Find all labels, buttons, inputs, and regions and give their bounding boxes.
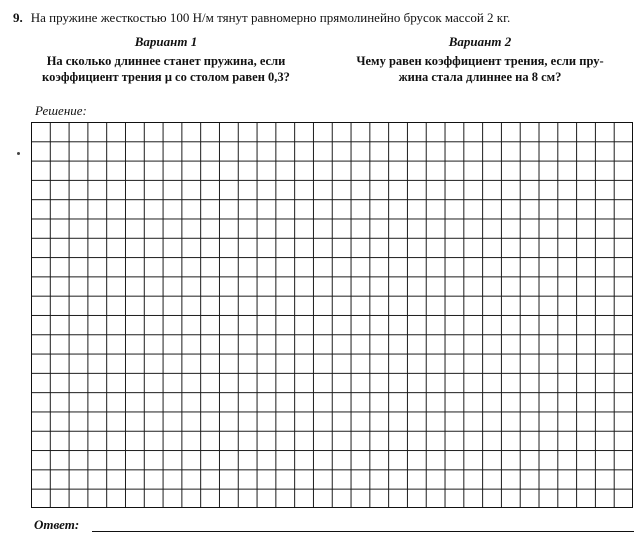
- variant-1-text: [16, 53, 316, 85]
- variant-1: [16, 34, 316, 85]
- problem-statement: [13, 10, 633, 25]
- answer-line[interactable]: [92, 531, 634, 532]
- answer-row: [34, 516, 634, 534]
- answer-label: Ответ:: [34, 517, 80, 532]
- variant-1-title: Вариант 1: [134, 34, 198, 49]
- margin-dot: [17, 152, 20, 155]
- solution-label: Решение:: [35, 103, 87, 118]
- variant-2-text: [330, 53, 630, 85]
- variant-2-line: жина стала длиннее на 8 см?: [398, 70, 562, 84]
- variant-1-line: На сколько длиннее станет пружина, если: [46, 54, 286, 68]
- variant-1-line: коэффициент трения μ со столом равен 0,3?: [42, 70, 290, 84]
- problem-number: 9.: [13, 10, 23, 25]
- variant-2-title: Вариант 2: [448, 34, 512, 49]
- problem-text: На пружине жесткостью 100 Н/м тянут равномерно прямолинейно брусок массой 2 кг.: [30, 10, 511, 25]
- variant-2-line: Чему равен коэффициент трения, если пру-: [356, 54, 604, 68]
- variant-2: [330, 34, 630, 85]
- solution-grid[interactable]: [31, 122, 633, 508]
